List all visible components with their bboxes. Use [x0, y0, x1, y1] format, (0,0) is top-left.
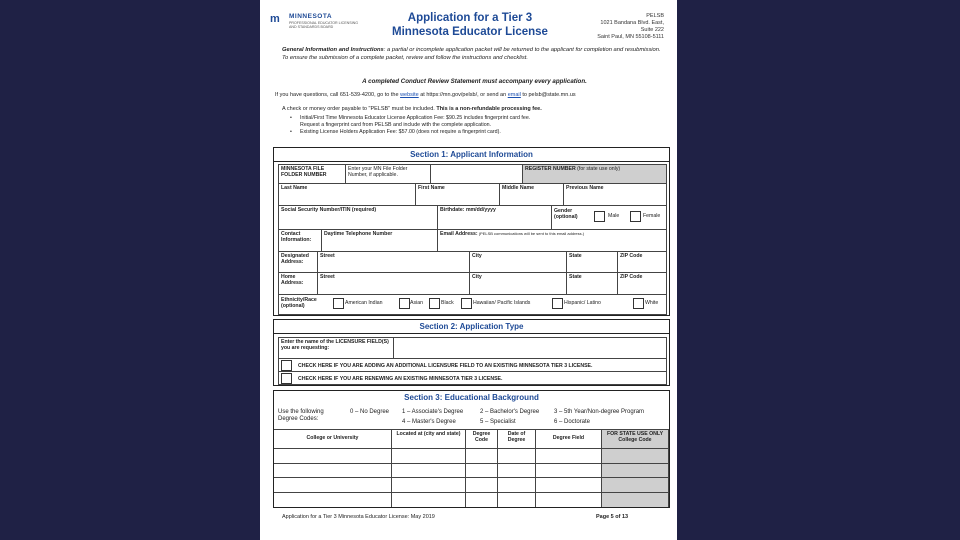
ethnicity-option-label: White — [645, 300, 659, 306]
table-cell-input[interactable] — [536, 449, 602, 464]
fee-note: A check or money order payable to "PELSB" must be included. This is a non-refundable processing fee. — [282, 106, 542, 112]
table-cell-input[interactable] — [498, 478, 536, 493]
footer-title: Application for a Tier 3 Minnesota Educator License: May 2019 — [282, 514, 435, 520]
conduct-review-note: A completed Conduct Review Statement must accompany every application. — [362, 78, 587, 85]
table-cell-input[interactable] — [498, 464, 536, 479]
renew-label: CHECK HERE IF YOU ARE RENEWING AN EXISTING MINNESOTA TIER 3 LICENSE. — [298, 375, 503, 382]
degree-codes-label: Use the following Degree Codes: — [278, 409, 324, 422]
home-street-field[interactable]: Street — [318, 273, 470, 295]
add-field-label: CHECK HERE IF YOU ARE ADDING AN ADDITIONAL LICENSURE FIELD TO AN EXISTING MINNESOTA TIER 3 LICENSE. — [298, 362, 593, 369]
education-table-body — [274, 449, 669, 507]
last-name-field[interactable]: Last Name — [278, 184, 416, 206]
section-2-title: Section 2: Application Type — [274, 320, 669, 334]
home-state-field[interactable]: State — [567, 273, 618, 295]
licensure-field-label: Enter the name of the LICENSURE FIELD(S) you are requesting: — [278, 337, 394, 359]
ethnicity-group — [278, 295, 667, 315]
gender-group — [552, 206, 667, 230]
fee-list — [290, 115, 660, 136]
ethnicity-american-indian-checkbox[interactable] — [333, 298, 344, 309]
ethnicity-option-label: Black — [441, 300, 454, 306]
file-folder-input[interactable] — [431, 164, 523, 184]
degree-code-1: 1 – Associate's Degree — [402, 409, 464, 415]
designated-state-field[interactable]: State — [567, 252, 618, 273]
table-cell-state-use — [602, 449, 669, 464]
ethnicity-hawaiian-checkbox[interactable] — [461, 298, 472, 309]
file-folder-hint: Enter your MN File Folder Number, if applicable. — [346, 164, 431, 184]
fee-item-note: Request a fingerprint card from PELSB and include with the complete application. — [300, 122, 492, 128]
contact-label: Contact Information: — [278, 230, 322, 252]
home-city-field[interactable]: City — [470, 273, 567, 295]
section-3-educational-background — [273, 390, 670, 508]
degree-code-2: 2 – Bachelor's Degree — [480, 409, 540, 415]
section-3-title: Section 3: Educational Background — [404, 393, 539, 402]
column-header: College or University — [274, 429, 392, 449]
gender-male-checkbox[interactable] — [594, 211, 605, 222]
table-cell-state-use — [602, 478, 669, 493]
table-cell-input[interactable] — [466, 464, 498, 479]
degree-code-0: 0 – No Degree — [350, 409, 390, 415]
table-cell-input[interactable] — [274, 478, 392, 493]
renew-row — [278, 372, 667, 385]
gender-female-checkbox[interactable] — [630, 211, 641, 222]
home-zip-field[interactable]: ZIP Code — [618, 273, 667, 295]
ethnicity-hispanic-checkbox[interactable] — [552, 298, 563, 309]
pelsb-logo-icon: m — [270, 13, 280, 25]
logo-subtitle: PROFESSIONAL EDUCATOR LICENSING AND STANDARDS BOARD — [289, 21, 359, 29]
general-instructions: General Information and Instructions: a partial or incomplete application packet will be returned to the applicant for completion and resubmission. To ensure the submission of a complete packet, review and follow the instructions and checklist. — [282, 47, 661, 61]
birthdate-field[interactable]: Birthdate: mm/dd/yyyy — [438, 206, 552, 230]
website-link[interactable]: website — [400, 92, 419, 98]
table-cell-input[interactable] — [466, 449, 498, 464]
phone-field[interactable]: Daytime Telephone Number — [322, 230, 438, 252]
table-cell-state-use — [602, 464, 669, 479]
page-number: Page 5 of 13 — [596, 514, 629, 520]
fee-item: • Existing License Holders Application Fee: $57.00 (does not require a fingerprint card). — [290, 129, 501, 135]
column-header: Located at (city and state) — [392, 429, 466, 449]
ethnicity-asian-checkbox[interactable] — [399, 298, 410, 309]
column-header: Degree Code — [466, 429, 498, 449]
table-cell-input[interactable] — [392, 464, 466, 479]
section-2-application-type — [273, 319, 670, 386]
gender-label: Gender (optional) — [554, 208, 578, 221]
table-cell-input[interactable] — [536, 493, 602, 508]
degree-code-6: 6 – Doctorate — [554, 419, 591, 425]
previous-name-field[interactable]: Previous Name — [564, 184, 667, 206]
email-field[interactable]: Email Address: (PELSB communications will be sent to this email address.) — [438, 230, 667, 252]
designated-city-field[interactable]: City — [470, 252, 567, 273]
add-field-row — [278, 359, 667, 372]
gender-female-label: Female — [643, 213, 661, 219]
table-cell-input[interactable] — [498, 449, 536, 464]
column-header: Degree Field — [536, 429, 602, 449]
email-link[interactable]: email — [507, 92, 521, 98]
add-field-checkbox[interactable] — [281, 360, 292, 371]
ethnicity-option-label: Hawaiian/ Pacific Islands — [473, 300, 531, 306]
file-folder-label: MINNESOTA FILE FOLDER NUMBER — [278, 164, 346, 184]
fee-item: • Initial/First Time Minnesota Educator License Application Fee: $90.25 includes fingerprint card fee. — [290, 115, 531, 121]
column-header: Date of Degree — [498, 429, 536, 449]
pelsb-address: PELSB 1021 Bandana Blvd. East, Suite 222 Saint Paul, MN 55108-5111 — [597, 13, 664, 40]
table-cell-input[interactable] — [466, 478, 498, 493]
degree-code-5: 5 – Specialist — [480, 419, 516, 425]
ethnicity-option-label: American Indian — [345, 300, 383, 306]
degree-code-4: 4 – Master's Degree — [402, 419, 456, 425]
table-cell-input[interactable] — [274, 449, 392, 464]
table-cell-input[interactable] — [498, 493, 536, 508]
designated-zip-field[interactable]: ZIP Code — [618, 252, 667, 273]
table-cell-input[interactable] — [536, 478, 602, 493]
table-cell-input[interactable] — [392, 449, 466, 464]
ethnicity-black-checkbox[interactable] — [429, 298, 440, 309]
designated-street-field[interactable]: Street — [318, 252, 470, 273]
ethnicity-label: Ethnicity/Race (optional) — [281, 297, 317, 310]
table-cell-state-use — [602, 493, 669, 508]
table-cell-input[interactable] — [466, 493, 498, 508]
ethnicity-white-checkbox[interactable] — [633, 298, 644, 309]
application-page — [260, 0, 677, 540]
table-cell-input[interactable] — [392, 478, 466, 493]
register-number-field: REGISTER NUMBER (for state use only) — [523, 164, 667, 184]
table-cell-input[interactable] — [536, 464, 602, 479]
first-name-field[interactable]: First Name — [416, 184, 500, 206]
questions-info: If you have questions, call 651-539-4200, go to the website at https://mn.gov/pelsb/, or send an email to pelsb@state.mn.us — [275, 92, 576, 98]
gender-male-label: Male — [608, 213, 620, 219]
ethnicity-option-label: Asian — [410, 300, 423, 306]
table-cell-input[interactable] — [392, 493, 466, 508]
middle-name-field[interactable]: Middle Name — [500, 184, 564, 206]
home-address-label: Home Address: — [278, 273, 318, 295]
section-1-applicant-information — [273, 147, 670, 316]
page-title: Application for a Tier 3 Minnesota Educator License — [392, 12, 548, 38]
designated-address-label: Designated Address: — [278, 252, 318, 273]
degree-code-3: 3 – 5th Year/Non-degree Program — [554, 409, 645, 415]
column-header-state-use: FOR STATE USE ONLY College Code — [602, 429, 669, 449]
ethnicity-option-label: Hispanic/ Latino — [564, 300, 601, 306]
table-cell-input[interactable] — [274, 493, 392, 508]
ssn-field[interactable]: Social Security Number/ITIN (required) — [278, 206, 438, 230]
section-1-title: Section 1: Applicant Information — [274, 148, 669, 162]
logo-name: MINNESOTA — [289, 13, 333, 20]
licensure-field-input[interactable] — [394, 337, 667, 359]
table-cell-input[interactable] — [274, 464, 392, 479]
renew-checkbox[interactable] — [281, 373, 292, 384]
